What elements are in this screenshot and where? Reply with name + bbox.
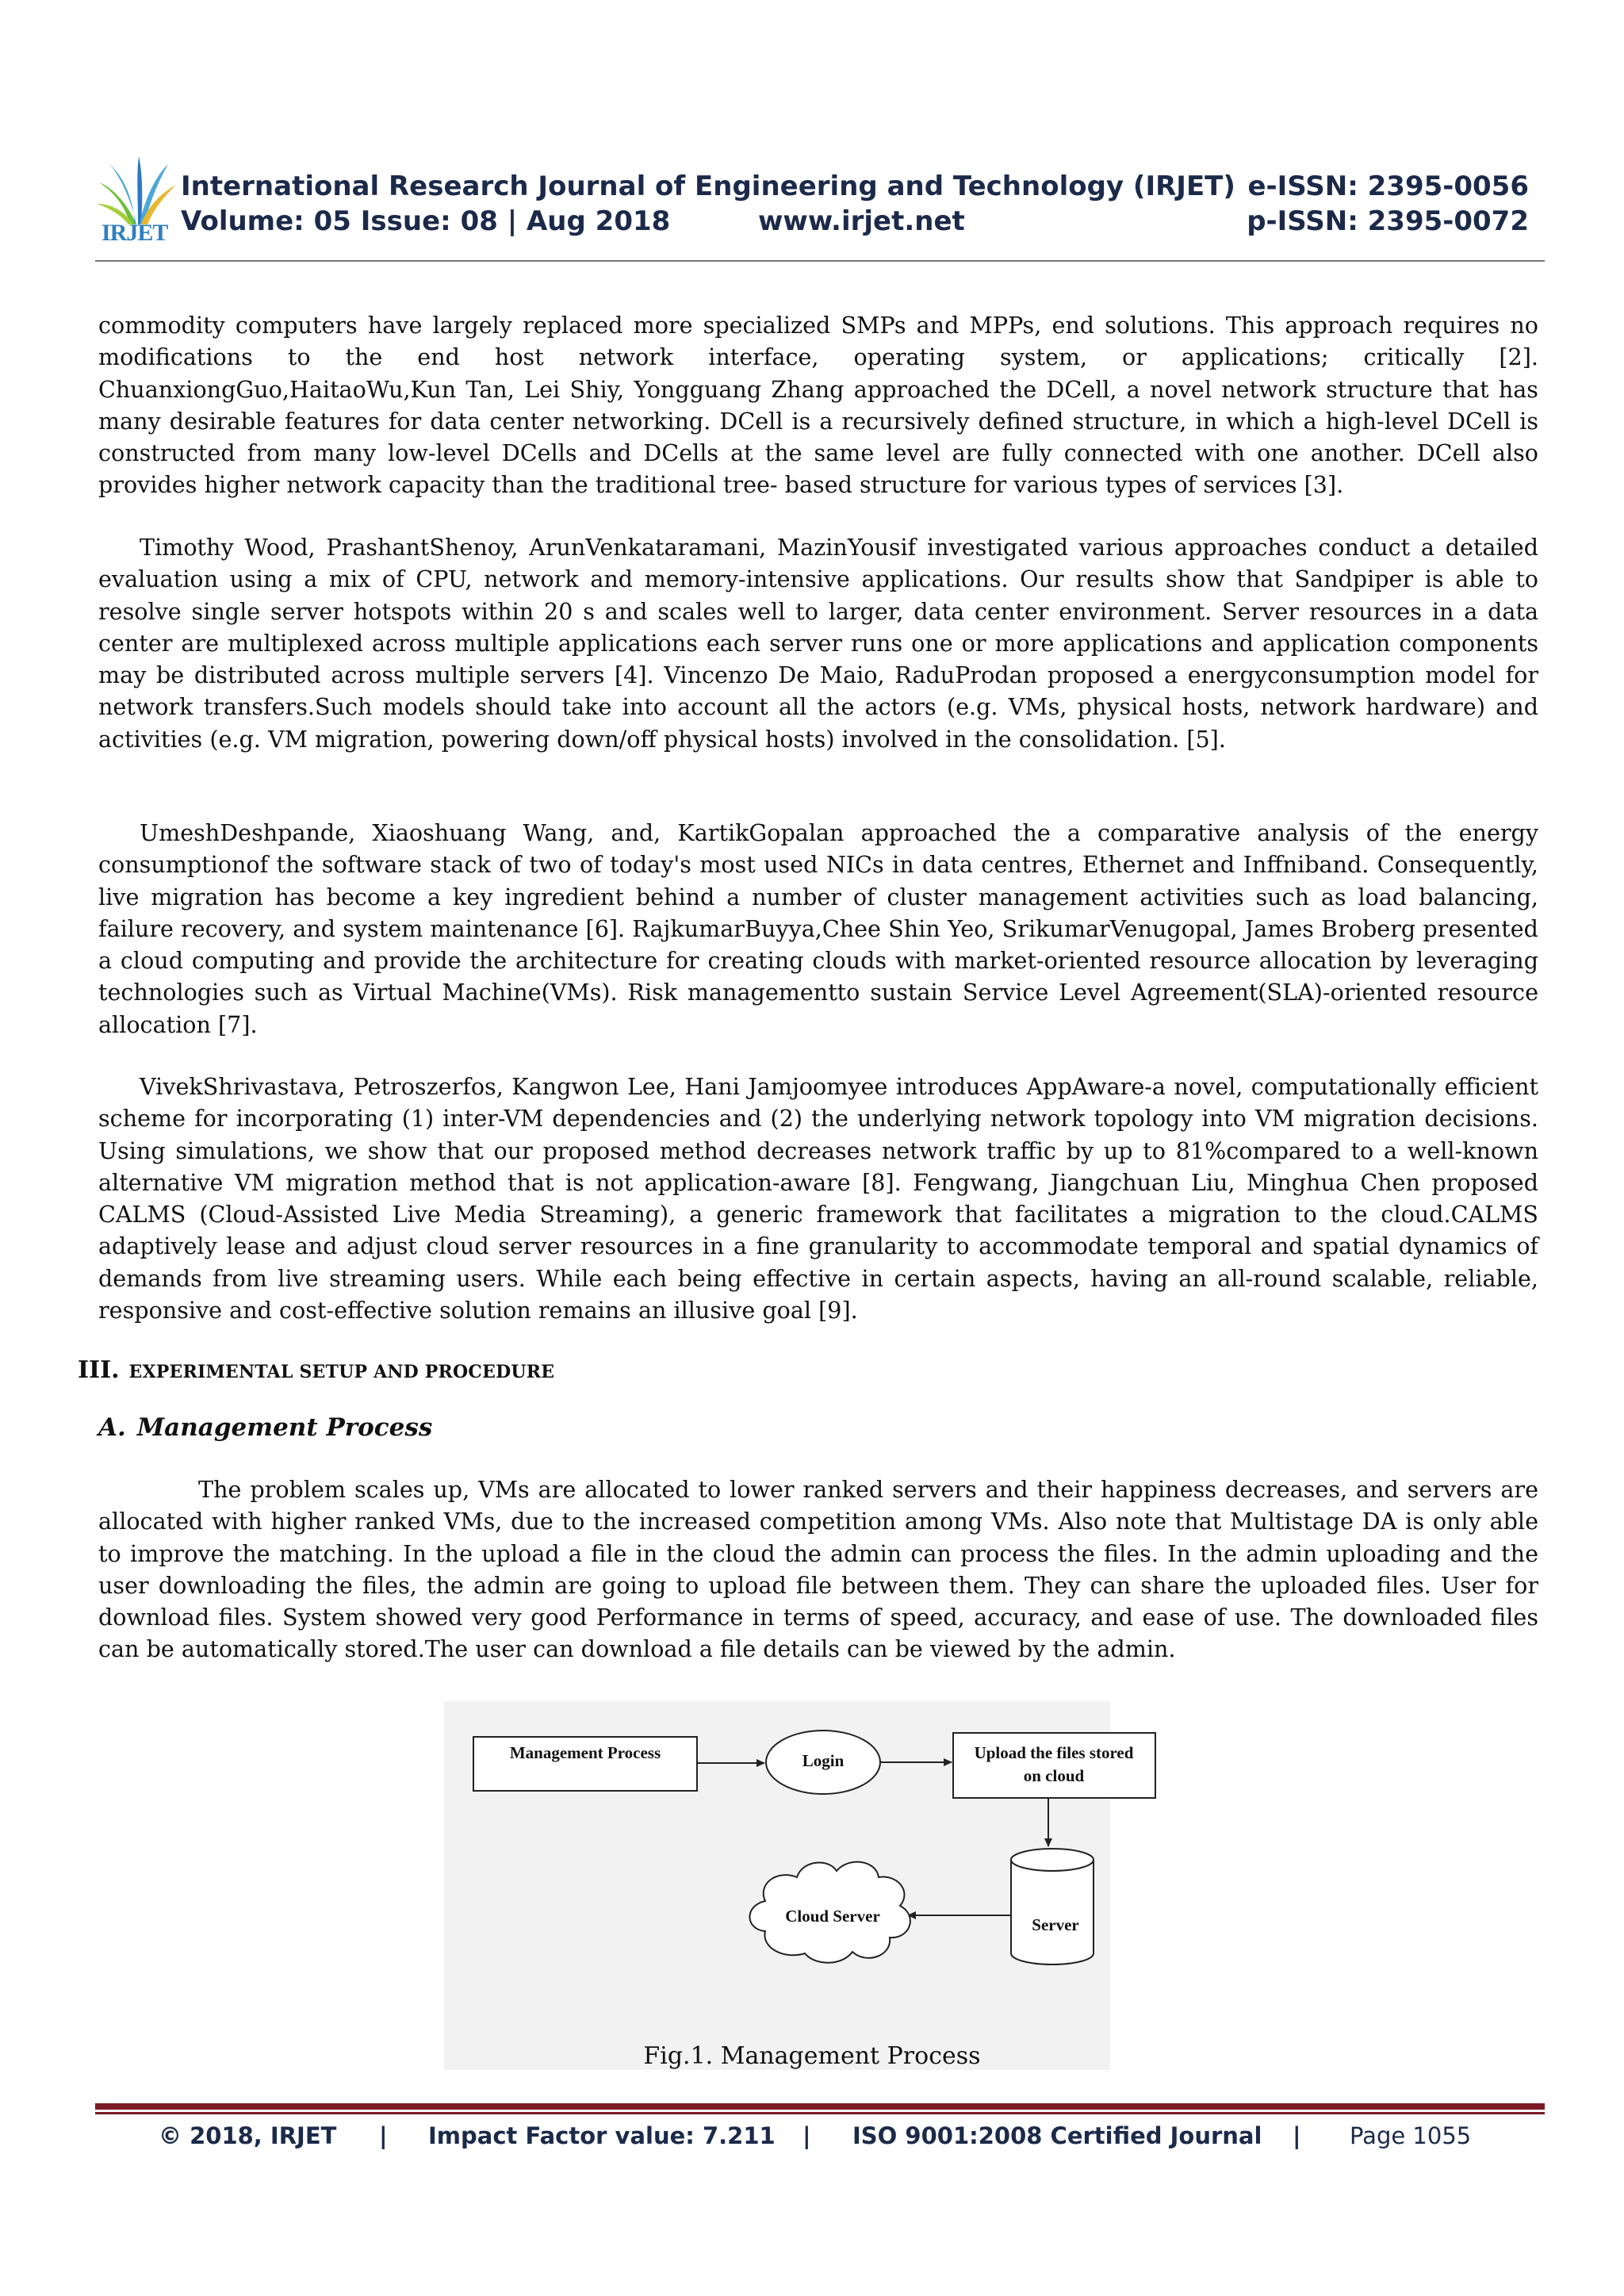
e-issn: e-ISSN: 2395-0056 — [1247, 171, 1529, 202]
figure-caption: Fig.1. Management Process — [643, 2042, 981, 2070]
irjet-logo — [95, 155, 178, 250]
logo-text: IRJET — [102, 220, 168, 246]
leaf-logo-icon — [95, 155, 178, 226]
upload-label-line1: Upload the files stored — [974, 1743, 1134, 1762]
paragraph-text: commodity computers have largely replaced more specialized SMPs and MPPs, end solutions. This approach requires no modifications to the end host network interface, operating system, or applications; critically [2]. ChuanxiongGuo,HaitaoWu,Kun Tan, Lei Shiy, Yongguang Zhang approached the DCell, a novel network structure that has many desirable features for data center networking. DCell is a recursively defined structure, in which a high-level DCell is constructed from many low-level DCells and DCells at the same level are fully connected with one another. DCell also provides higher network capacity than the traditional tree- based structure for various types of services [3]. — [98, 312, 1538, 499]
footer-iso: ISO 9001:2008 Certified Journal — [852, 2122, 1262, 2149]
body-paragraph-1 — [98, 309, 1538, 501]
section-heading — [78, 1356, 554, 1384]
body-paragraph-3 — [98, 817, 1538, 1041]
paragraph-text: Timothy Wood, PrashantShenoy, ArunVenkataramani, MazinYousif investigated various approaches conduct a detailed evaluation using a mix of CPU, network and memory-intensive applications. Our results show that Sandpiper is able to resolve single server hotspots within 20 s and scales well to larger, data center environment. Server resources in a data center are multiplexed across multiple applications each server runs one or more applications and application components may be distributed across multiple servers [4]. Vincenzo De Maio, RaduProdan proposed a energyconsumption model for network transfers.Such models should take into account all the actors (e.g. VMs, physical hosts, network hardware) and activities (e.g. VM migration, powering down/off physical hosts) involved in the consolidation. [5]. — [98, 534, 1538, 753]
paragraph-text: VivekShrivastava, Petroszerfos, Kangwon Lee, Hani Jamjoomyee introduces AppAware-a novel, computationally efficient scheme for incorporating (1) inter-VM dependencies and (2) the underlying network topology into VM migration decisions. Using simulations, we show that our proposed method decreases network traffic by up to 81%compared to a well-known alternative VM migration method that is not application-aware [8]. Fengwang, Jiangchuan Liu, Minghua Chen proposed CALMS (Cloud-Assisted Live Media Streaming), a generic framework that facilitates a migration to the cloud.CALMS adaptively lease and adjust cloud server resources in a fine granularity to accommodate temporal and spatial dynamics of demands from live streaming users. While each being effective in certain aspects, having an all-round scalable, reliable, responsive and cost-effective solution remains an illusive goal [9]. — [98, 1073, 1538, 1324]
subsection-letter: A. — [98, 1413, 126, 1442]
flow-diagram — [444, 1701, 1134, 2070]
subsection-heading — [98, 1413, 432, 1442]
paragraph-text: UmeshDeshpande, Xiaoshuang Wang, and, KartikGopalan approached the a comparative analysis of the energy consumptionof the software stack of two of today's most used NICs in data centres, Ethernet and Inffniband. Consequently, live migration has become a key ingredient behind a number of cluster management activities such as load balancing, failure recovery, and system maintenance [6]. RajkumarBuyya,Chee Shin Yeo, SrikumarVenugopal, James Broberg presented a cloud computing and provide the architecture for creating clouds with market-oriented resource allocation by leveraging technologies such as Virtual Machine(VMs). Risk managementto sustain Service Level Agreement(SLA)-oriented resource allocation [7]. — [98, 819, 1538, 1038]
cloud-server-label: Cloud Server — [785, 1907, 880, 1926]
management-process-figure — [444, 1701, 1134, 2070]
footer-separator: | — [802, 2122, 811, 2149]
upload-label-line2: on cloud — [1023, 1766, 1085, 1785]
section-paragraph — [98, 1474, 1538, 1665]
journal-website[interactable]: www.irjet.net — [758, 205, 965, 237]
footer-separator: | — [379, 2122, 388, 2149]
login-label: Login — [802, 1751, 845, 1770]
section-number: III. — [78, 1356, 120, 1384]
footer-rule-thin — [95, 2112, 1545, 2114]
volume-issue: Volume: 05 Issue: 08 | Aug 2018 — [181, 205, 671, 237]
journal-title: International Research Journal of Engineering and Technology (IRJET) — [181, 171, 1235, 202]
footer-rule-thick — [95, 2103, 1545, 2110]
footer-copyright: © 2018, IRJET — [159, 2122, 337, 2149]
section-title: EXPERIMENTAL SETUP AND PROCEDURE — [128, 1362, 555, 1382]
server-label: Server — [1032, 1915, 1079, 1934]
footer-page-number: Page 1055 — [1350, 2122, 1472, 2149]
subsection-title: Management Process — [136, 1413, 433, 1442]
body-paragraph-2 — [98, 531, 1538, 755]
server-cylinder — [1011, 1849, 1094, 1964]
page-footer — [0, 2122, 1624, 2162]
footer-separator: | — [1293, 2122, 1301, 2149]
p-issn: p-ISSN: 2395-0072 — [1247, 205, 1529, 237]
paragraph-text: The problem scales up, VMs are allocated to lower ranked servers and their happiness decreases, and servers are allocated with higher ranked VMs, due to the increased competition among VMs. Also note that Multistage DA is only able to improve the matching. In the upload a file in the cloud the admin can process the files. In the admin uploading and the user downloading the files, the admin are going to upload file between them. They can share the uploaded files. User for download files. System showed very good Performance in terms of speed, accuracy, and ease of use. The downloaded files can be automatically stored.The user can download a file details can be viewed by the admin. — [98, 1476, 1538, 1663]
footer-impact-factor: Impact Factor value: 7.211 — [428, 2122, 776, 2149]
header-divider — [95, 260, 1545, 262]
management-process-label: Management Process — [509, 1743, 661, 1762]
journal-header — [95, 155, 1545, 262]
body-paragraph-4 — [98, 1071, 1538, 1326]
